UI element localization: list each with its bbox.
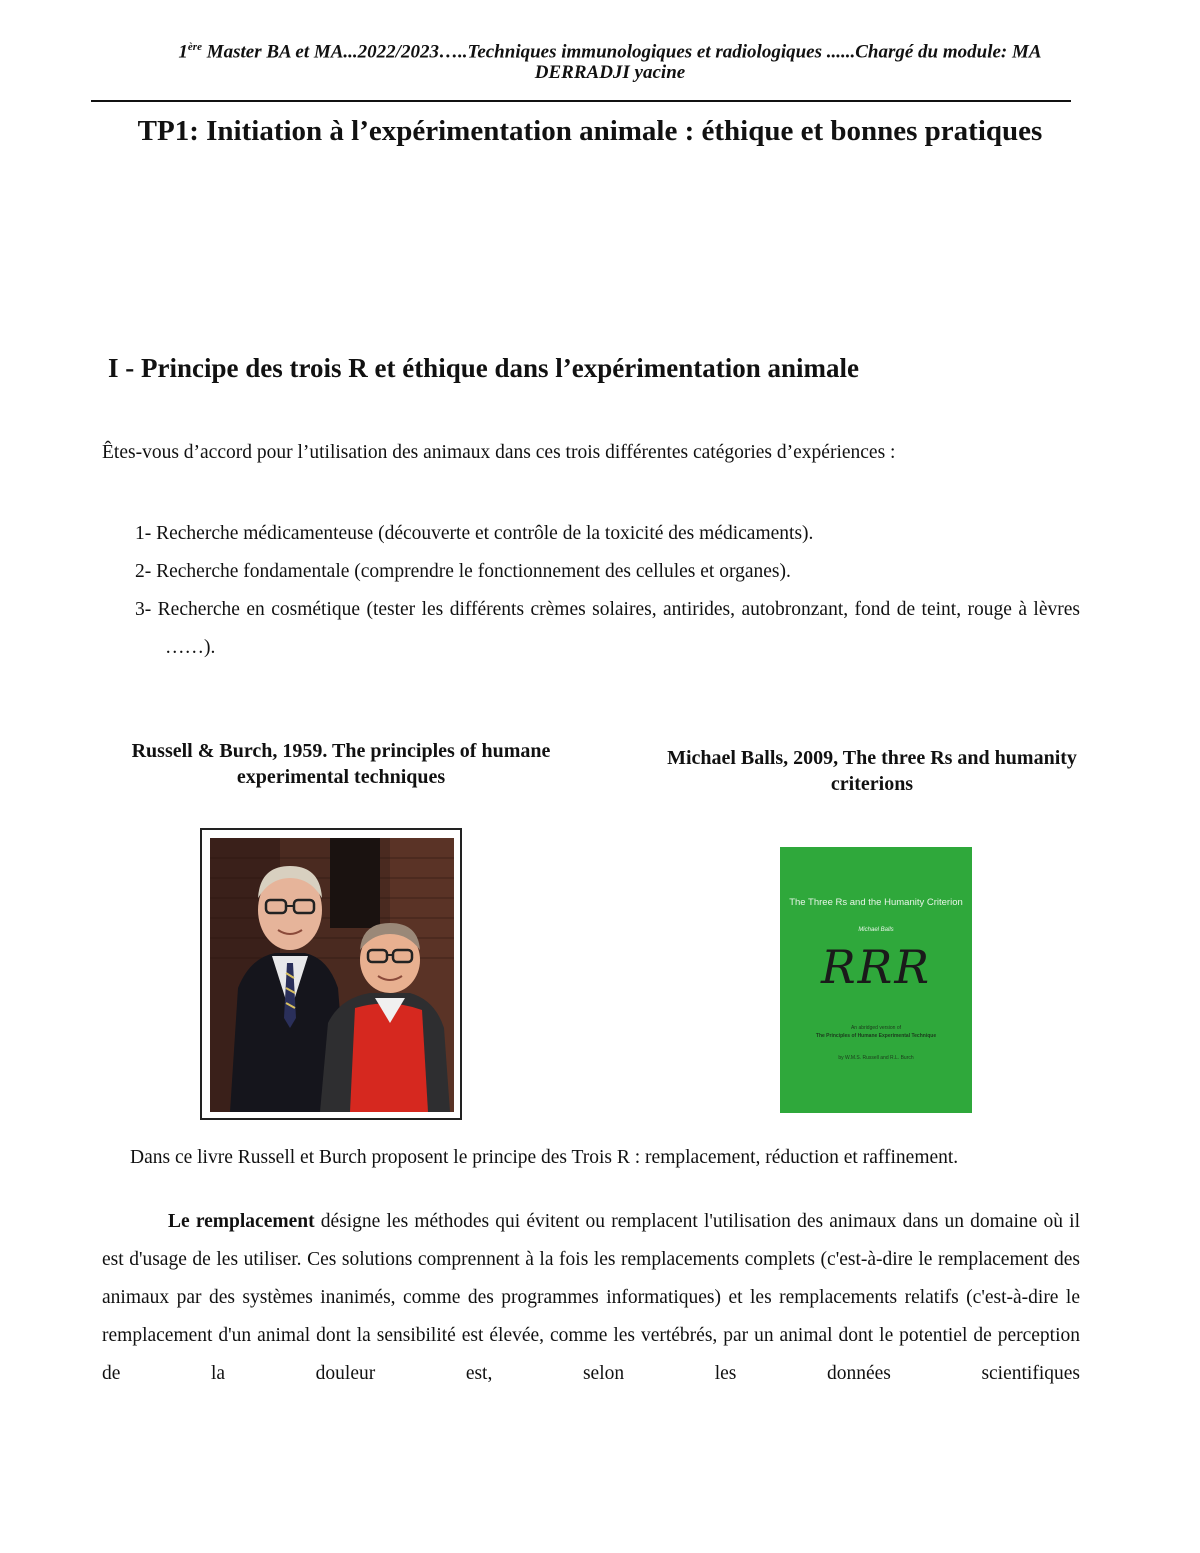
figure-caption-right: Michael Balls, 2009, The three Rs and humanity criterions [667, 747, 1077, 795]
list-item: 3- Recherche en cosmétique (tester les différents crèmes solaires, antirides, autobronzant, fond de teint, rouge à lèvres ……). [135, 599, 1080, 658]
book-subtitle-1: An abridged version of [850, 1025, 902, 1031]
photo-image [210, 838, 454, 1112]
research-categories-list [135, 515, 1080, 667]
list-item: 2- Recherche fondamentale (comprendre le fonctionnement des cellules et organes). [135, 561, 791, 582]
header-year-suffix: ère [187, 41, 202, 53]
header-instructor: DERRADJI yacine [534, 62, 686, 83]
header-course-info: Master BA et MA...2022/2023…..Techniques immunologiques et radiologiques ......Chargé du module: MA [201, 41, 1042, 63]
book-subtitle-2: The Principles of Humane Experimental Technique [815, 1033, 937, 1039]
three-rs-intro: Dans ce livre Russell et Burch proposent le principe des Trois R : remplacement, réduction et raffinement. [130, 1147, 959, 1168]
book-author: Michael Balls [858, 927, 894, 933]
replacement-definition: désigne les méthodes qui évitent ou remplacent l'utilisation des animaux dans un domaine où il est d'usage de les utiliser. Ces solutions comprennent à la fois les remplacements complets (c'est-à-dire le remplacement des animaux par des systèmes inanimés, comme des programmes informatiques) et les remplacements relatifs (c'est-à-dire le remplacement d'un animal dont la sensibilité est élevée, comme les vertébrés, par un animal dont le potentiel de perception de la douleur est, selon les données scientifiques [102, 1211, 1080, 1384]
figure-caption-left: Russell & Burch, 1959. The principles of humane experimental techniques [131, 740, 551, 788]
photo-illustration [210, 838, 454, 1112]
replacement-term: Le remplacement [168, 1211, 315, 1232]
list-item: 1- Recherche médicamenteuse (découverte et contrôle de la toxicité des médicaments). [135, 523, 814, 544]
rrr-logo: RRR [821, 940, 931, 994]
document-title: TP1: Initiation à l’expérimentation animale : éthique et bonnes pratiques [137, 115, 1043, 147]
book-subtitle-3: by W.M.S. Russell and R.L. Burch [838, 1055, 914, 1061]
replacement-paragraph [102, 1203, 1080, 1393]
header-divider [91, 100, 1071, 102]
header-year-number: 1 [178, 41, 188, 63]
russell-burch-photo [200, 828, 462, 1120]
question-text: Êtes-vous d’accord pour l’utilisation des animaux dans ces trois différentes catégories d’expériences : [102, 442, 896, 463]
section-heading: I - Principe des trois R et éthique dans l’expérimentation animale [108, 353, 859, 383]
book-title: The Three Rs and the Humanity Criterion [789, 897, 963, 908]
book-cover [780, 847, 972, 1113]
